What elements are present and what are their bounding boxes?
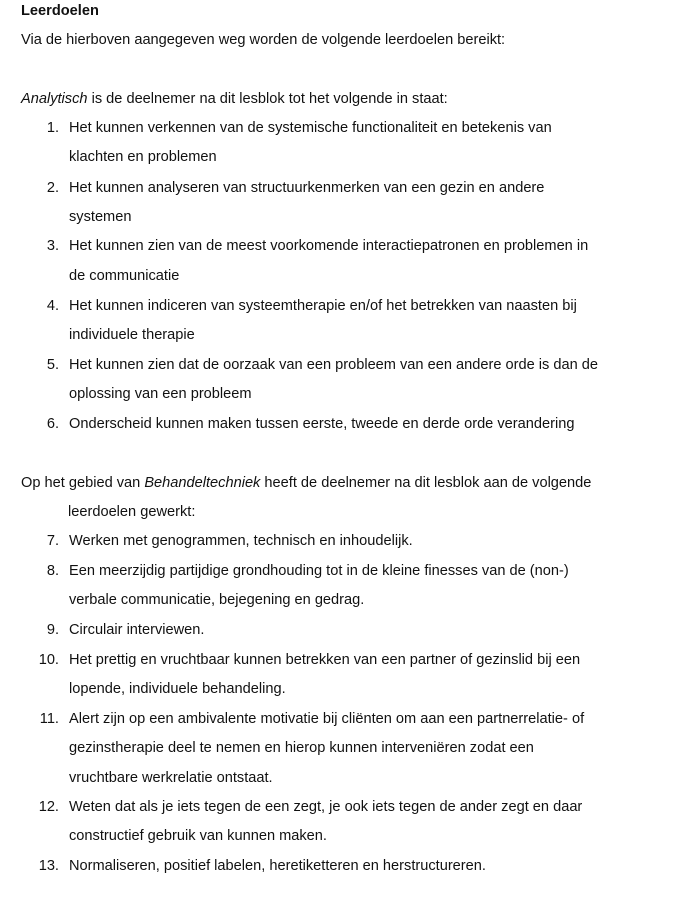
section1-lead — [21, 88, 448, 110]
list-item-number: 1. — [46, 120, 59, 136]
list-item-number: 4. — [46, 298, 59, 314]
list-item-number: 3. — [46, 238, 59, 254]
list-item-text: gezinstherapie deel te nemen en hierop kunnen interveniëren zodat een — [69, 740, 534, 756]
list-item-text: constructief gebruik van kunnen maken. — [69, 828, 327, 844]
list-item-text: Normaliseren, positief labelen, heretiketteren en herstructureren. — [69, 858, 486, 874]
list-item-text: Alert zijn op een ambivalente motivatie bij cliënten om aan een partnerrelatie- of — [69, 711, 585, 727]
list-item-text: Circulair interviewen. — [69, 622, 205, 638]
list-item-number: 13. — [38, 858, 59, 874]
list-item-text: Het kunnen verkennen van de systemische functionaliteit en betekenis van — [69, 120, 552, 136]
list-item-number: 7. — [46, 533, 59, 549]
list-item-text: Een meerzijdig partijdige grondhouding tot in de kleine finesses van de (non-) — [69, 563, 569, 579]
list-item-text: Weten dat als je iets tegen de een zegt, je ook iets tegen de ander zegt en daar — [69, 799, 583, 815]
list-item-text: Het prettig en vruchtbaar kunnen betrekken van een partner of gezinslid bij een — [69, 652, 581, 668]
list-item-text: Het kunnen indiceren van systeemtherapie en/of het betrekken van naasten bij — [69, 298, 577, 314]
list-item-text: de communicatie — [69, 268, 180, 284]
list-item-text: Werken met genogrammen, technisch en inhoudelijk. — [69, 533, 413, 549]
intro-text: Via de hierboven aangegeven weg worden de volgende leerdoelen bereikt: — [21, 32, 506, 48]
list-item-text: lopende, individuele behandeling. — [69, 681, 286, 697]
list-item-text: klachten en problemen — [69, 149, 217, 165]
list-item-number: 2. — [46, 180, 59, 196]
section1-lead-text: is de deelnemer na dit lesblok tot het volgende in staat: — [87, 91, 448, 107]
list-item-text: vruchtbare werkrelatie ontstaat. — [69, 770, 273, 786]
section2-lead-continuation: leerdoelen gewerkt: — [68, 504, 196, 520]
list-item-number: 10. — [38, 652, 59, 668]
list-item-text: systemen — [69, 209, 132, 225]
list-item-text: Het kunnen analyseren van structuurkenmerken van een gezin en andere — [69, 180, 545, 196]
section1-lead-emphasis: Analytisch — [21, 91, 88, 107]
section2-lead-text: Op het gebied van — [21, 475, 145, 491]
list-item-text: Onderscheid kunnen maken tussen eerste, tweede en derde orde verandering — [69, 416, 575, 432]
list-item-text: Het kunnen zien van de meest voorkomende interactiepatronen en problemen in — [69, 238, 589, 254]
list-item-number: 12. — [38, 799, 59, 815]
list-item-number: 11. — [39, 711, 59, 727]
list-item-number: 9. — [46, 622, 59, 638]
list-item-number: 5. — [46, 357, 59, 373]
list-item-number: 6. — [46, 416, 59, 432]
section2-lead-emphasis: Behandeltechniek — [144, 475, 261, 491]
list-item-text: oplossing van een probleem — [69, 386, 252, 402]
section-heading: Leerdoelen — [21, 3, 99, 19]
section2-lead-text: heeft de deelnemer na dit lesblok aan de volgende — [260, 475, 592, 491]
list-item-number: 8. — [46, 563, 59, 579]
list-item-text: individuele therapie — [69, 327, 195, 343]
section2-lead — [21, 472, 591, 494]
list-item-text: Het kunnen zien dat de oorzaak van een probleem van een andere orde is dan de — [69, 357, 598, 373]
list-item-text: verbale communicatie, bejegening en gedrag. — [69, 592, 365, 608]
